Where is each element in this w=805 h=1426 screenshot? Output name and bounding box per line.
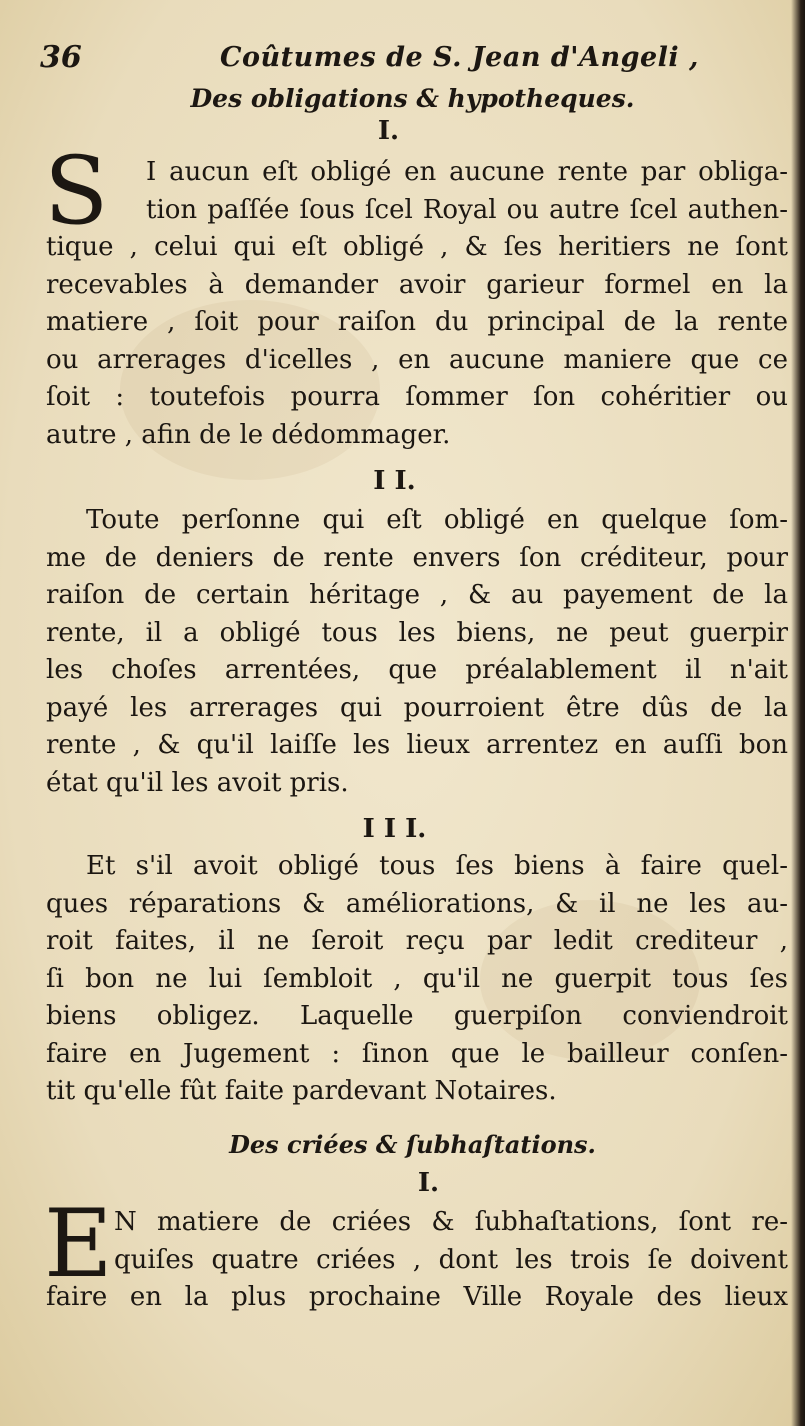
text-line: recevables à demander avoir garieur formel en la — [46, 269, 788, 300]
article-numeral: I I. — [373, 466, 416, 496]
page-number: 36 — [40, 40, 82, 75]
text-line: me de deniers de rente envers ſon créditeur, pour — [46, 542, 788, 573]
text-line: Et s'il avoit obligé tous ſes biens à faire quel- — [86, 851, 788, 881]
text-line: faire en la plus prochaine Ville Royale des lieux — [46, 1282, 788, 1312]
text-line: raiſon de certain héritage , & au payement de la — [46, 580, 788, 610]
text-line: rente , & qu'il laiſſe les lieux arrentez en auſſi bon — [46, 730, 788, 760]
text-line: biens obligez. Laquelle guerpiſon conviendroit — [46, 1001, 788, 1031]
text-line: tit qu'elle fût faite pardevant Notaires. — [46, 1076, 557, 1106]
article-text — [46, 848, 788, 1111]
text-line: les choſes arrentées, que préalablement il n'ait — [46, 655, 788, 685]
text-line: roit faites, il ne ſeroit reçu par ledit crediteur , — [46, 926, 788, 956]
article-numeral: I. — [417, 1168, 440, 1198]
text-line: I aucun eſt obligé en aucune rente par obliga- — [146, 157, 788, 187]
text-line: ques réparations & améliorations, & il ne les au- — [46, 888, 788, 919]
text-line: ſoit : toutefois pourra ſommer ſon cohéritier ou — [46, 382, 788, 412]
page-edge — [791, 0, 805, 1426]
text-line: état qu'il les avoit pris. — [46, 767, 349, 798]
article-numeral: I I I. — [362, 814, 427, 844]
text-line: matiere , ſoit pour raiſon du principal de la rente — [46, 307, 788, 337]
drop-capital: E — [44, 1190, 113, 1299]
running-title: Coûtumes de S. Jean d'Angeli , — [220, 42, 699, 73]
text-line: N matiere de criées & ſubhaſtations, ſont re- — [114, 1207, 788, 1237]
article-text — [44, 1190, 788, 1317]
text-line: faire en Jugement : ſinon que le bailleur conſen- — [46, 1038, 788, 1069]
text-line: ſi bon ne lui ſembloit , qu'il ne guerpit tous ſes — [46, 963, 788, 994]
text-line: ou arrerages d'icelles , en aucune maniere que ce — [46, 344, 788, 375]
text-line: quiſes quatre criées , dont les trois ſe doivent — [114, 1244, 788, 1275]
text-line: Toute perſonne qui eſt obligé en quelque ſom- — [86, 505, 788, 535]
section-title-criees: Des criées & ſubhaſtations. — [229, 1130, 596, 1159]
text-line: tion paſſée ſous ſcel Royal ou autre ſcel authen- — [146, 194, 788, 225]
text-line: rente, il a obligé tous les biens, ne peut guerpir — [46, 617, 788, 648]
article-numeral: I. — [377, 116, 400, 146]
article-text — [46, 502, 788, 802]
running-head — [40, 40, 760, 80]
text-line: payé les arrerages qui pourroient être dûs de la — [46, 692, 788, 723]
article-text — [44, 137, 788, 454]
text-line: tique , celui qui eſt obligé , & ſes heritiers ne ſont — [46, 232, 788, 262]
drop-capital: S — [44, 137, 109, 246]
section-title-obligations: Des obligations & hypotheques. — [190, 84, 635, 113]
text-line: autre , afin de le dédommager. — [46, 419, 451, 450]
